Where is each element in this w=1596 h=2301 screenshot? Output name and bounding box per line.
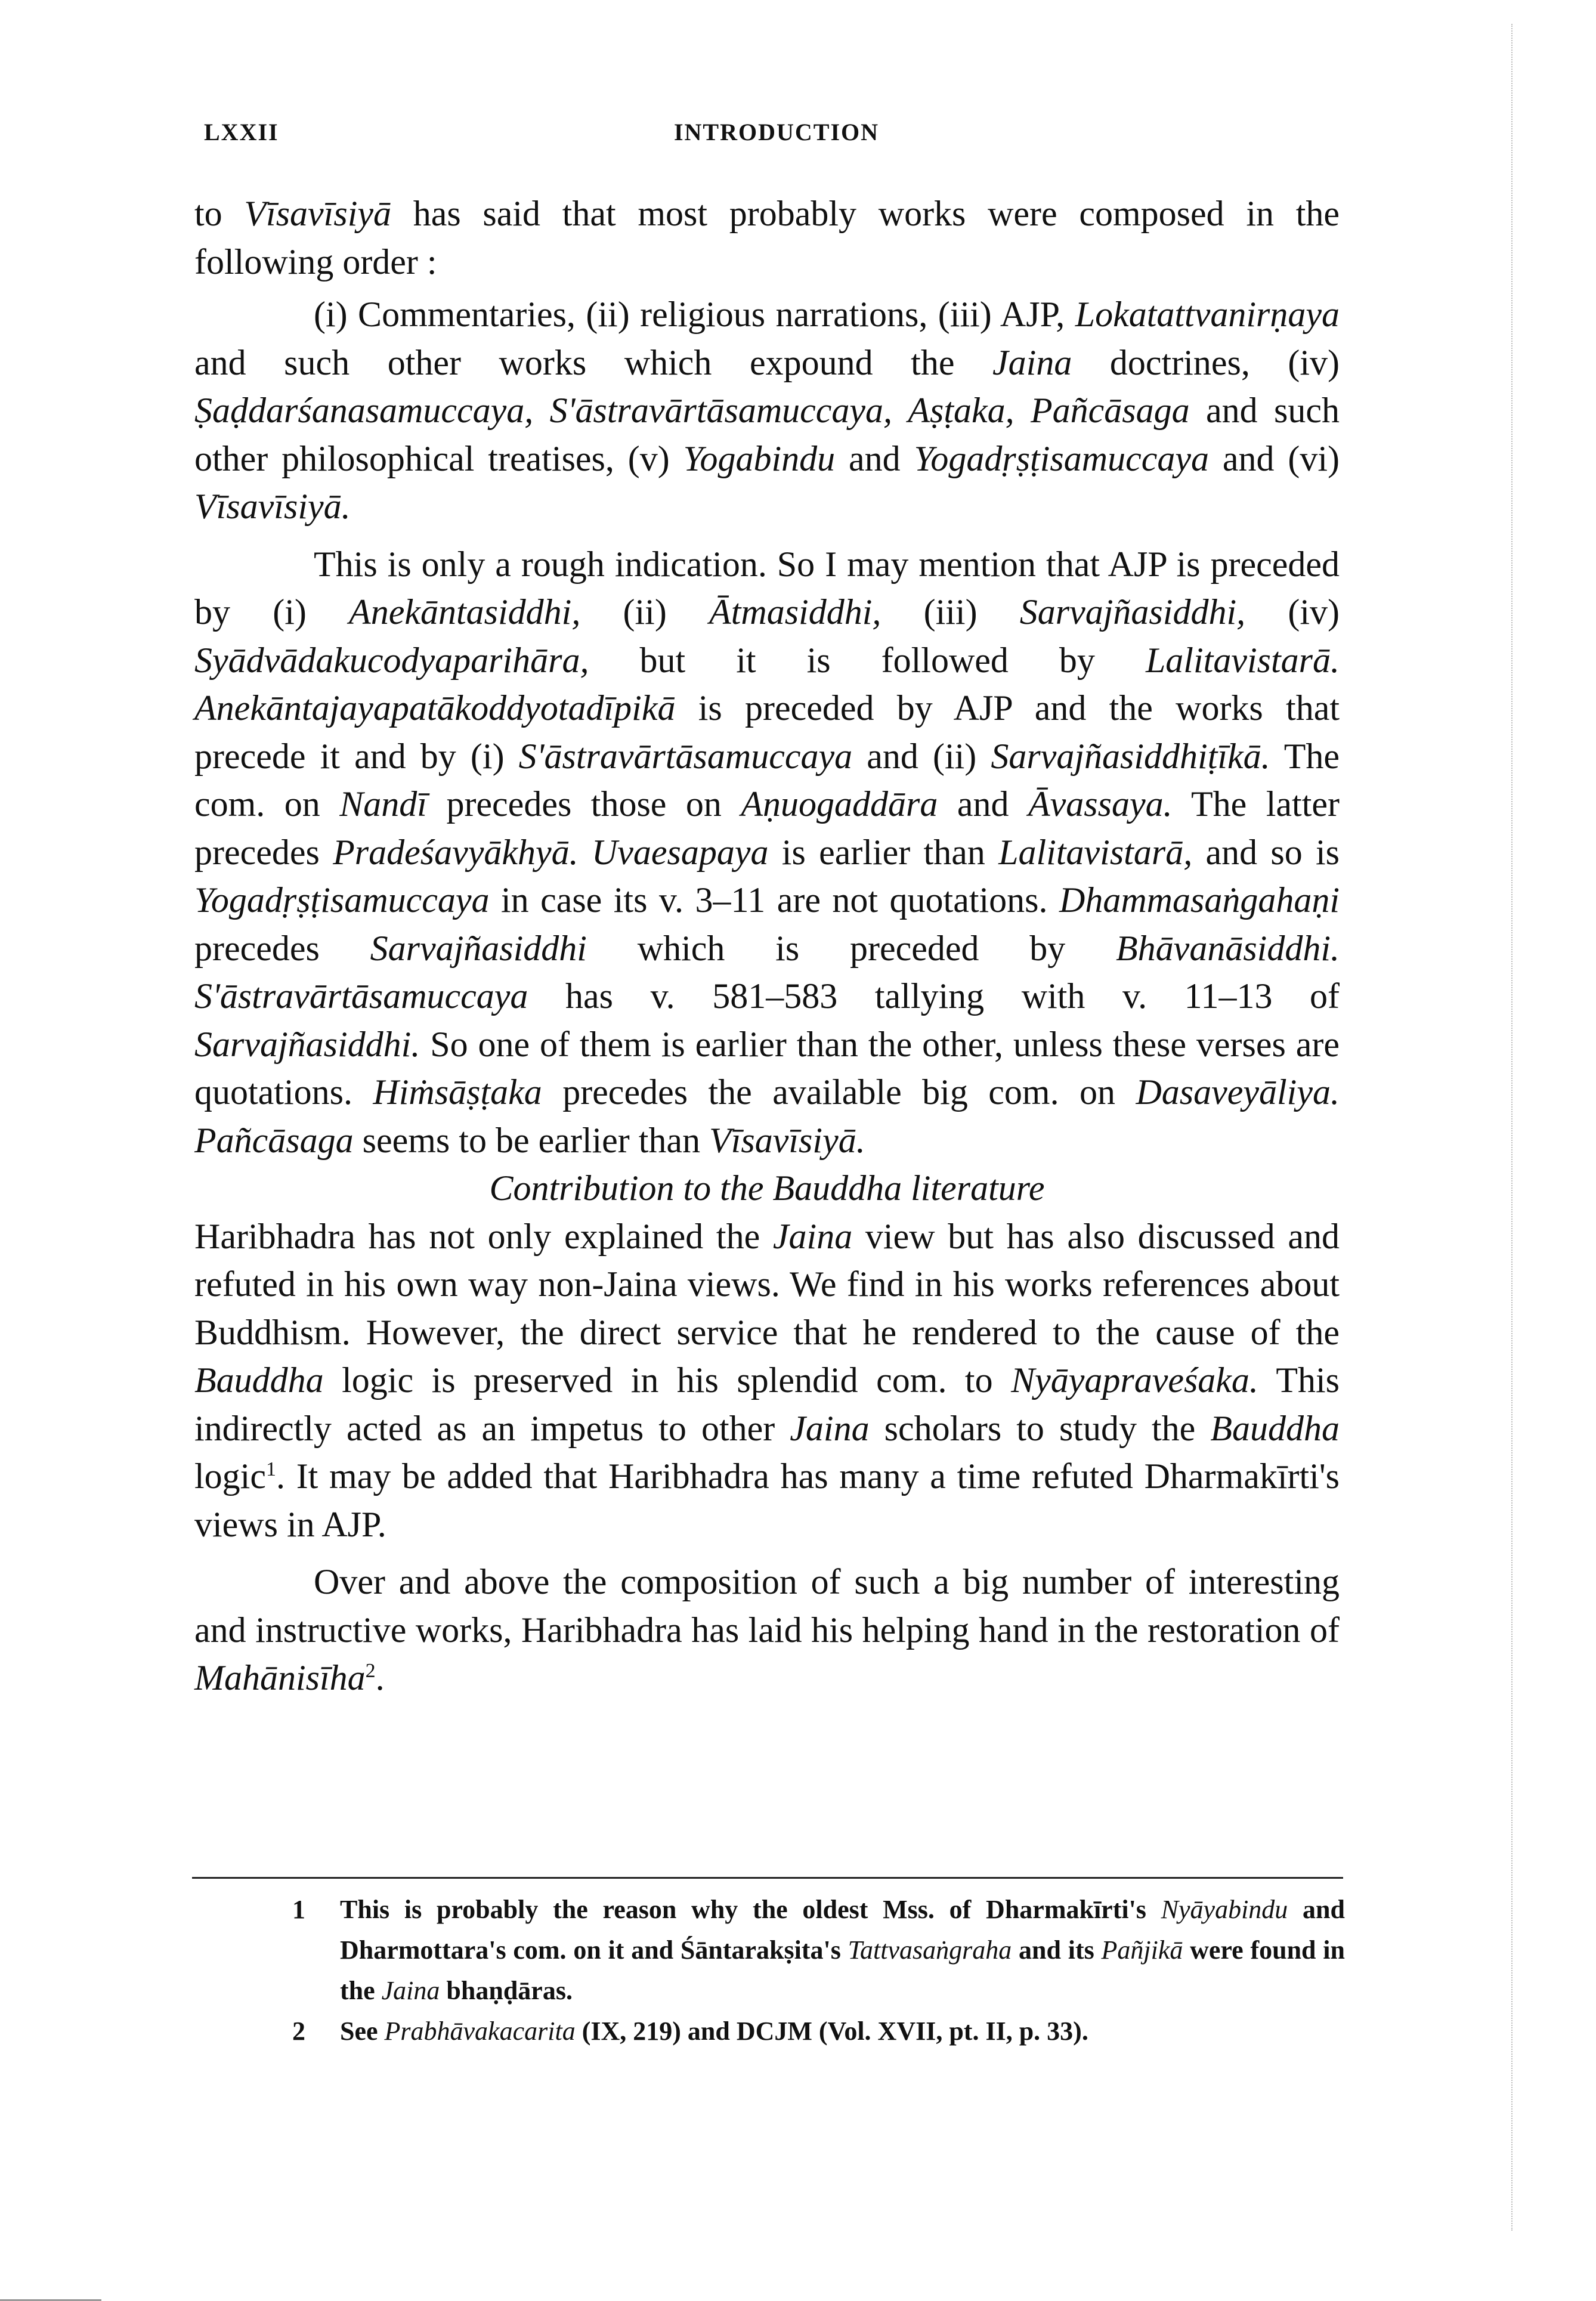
italic-term: Sarvajñasiddhi.	[194, 1024, 420, 1064]
paragraph: Haribhadra has not only explained the Jaina view but has also discussed and refuted in his own way non-Jaina views. We find in his works references about Buddhism. However, the direct service that he rendered to the cause of the Bauddha logic is preserved in his splendid com. to Nyāyapraveśaka. This indirectly acted as an impetus to other Jaina scholars to study the Bauddha logic$^1$. It may be added that Haribhadra has many a time refuted Dharmakīrti's views in AJP.	[194, 1216, 1340, 1544]
italic-term: Bhāvanāsiddhi.	[1116, 928, 1340, 968]
italic-term: Ṣaḍdarśanasamuccaya, S'āstravārtāsamuccaya, Aṣṭaka, Pañcāsaga	[194, 391, 1190, 430]
italic-term: Sarvajñasiddhi,	[1019, 592, 1246, 632]
footnote	[292, 2011, 1345, 2052]
paragraph: This is only a rough indication. So I may mention that AJP is preceded by (i) Anekāntasiddhi, (ii) Ātmasiddhi, (iii) Sarvajñasiddhi, (iv) Syādvādakucodyaparihāra, but it is followed by Lalitavistarā. Anekāntajayapatākoddyotadīpikā is preceded by AJP and the works that precede it and by (i) S'āstravārtāsamuccaya and (ii) Sarvajñasiddhiṭīkā. The com. on Nandī precedes those on Aṇuogaddāra and Āvassaya. The latter precedes Pradeśavyākhyā. Uvaesapaya is earlier than Lalitavistarā, and so is Yogadṛṣṭisamuccaya in case its v. 3–11 are not quotations. Dhammasaṅgahaṇi precedes Sarvajñasiddhi which is preceded by Bhāvanāsiddhi. S'āstravārtāsamuccaya has v. 581–583 tallying with v. 11–13 of Sarvajñasiddhi. So one of them is earlier than the other, unless these verses are quotations. Hiṁsāṣṭaka precedes the available big com. on Dasaveyāliya. Pañcāsaga seems to be earlier than Vīsavīsiyā.	[194, 544, 1340, 1160]
italic-term: Jaina	[772, 1216, 853, 1256]
italic-term: Āvassaya.	[1028, 784, 1173, 824]
footnote-number: 1	[292, 1895, 305, 1924]
italic-term: Syādvādakucodyaparihāra,	[194, 640, 589, 680]
footnote-rule	[192, 1877, 1343, 1879]
footnote-text: This is probably the reason why the oldest Mss. of Dharmakīrti's Nyāyabindu and Dharmottara's com. on it and Śāntarakṣita's Tattvasaṅgraha and its Pañjikā were found in the Jaina bhaṇḍāras.	[340, 1895, 1345, 2005]
italic-term: Tattvasaṅgraha	[848, 1935, 1012, 1965]
italic-term: Anekāntasiddhi,	[349, 592, 581, 632]
main-text	[194, 190, 1340, 1702]
italic-term: Nyāyabindu	[1161, 1895, 1288, 1924]
italic-term: Dhammasaṅgahaṇi	[1059, 880, 1340, 920]
italic-term: Vīsavīsiyā.	[709, 1120, 865, 1160]
italic-term: Uvaesapaya	[591, 832, 769, 872]
italic-term: Hiṁsāṣṭaka	[373, 1072, 542, 1112]
italic-term: Lalitavistarā.	[1145, 640, 1340, 680]
italic-term: Yogadṛṣṭisamuccaya	[194, 880, 490, 920]
footnote	[292, 1889, 1345, 2011]
footnote-marker: 2	[365, 1660, 376, 1682]
scan-edge-mark	[1505, 24, 1513, 2231]
paragraph: Over and above the composition of such a big number of interesting and instructive works, Haribhadra has laid his helping hand in the restoration of Mahānisīha$^2$.	[194, 1562, 1340, 1697]
italic-term: Pañjikā	[1101, 1935, 1183, 1965]
italic-term: Ātmasiddhi,	[709, 592, 881, 632]
italic-term: Jaina	[381, 1976, 440, 2005]
italic-term: Dasaveyāliya.	[1136, 1072, 1340, 1112]
italic-term: Pañcāsaga	[194, 1120, 354, 1160]
italic-term: Sarvajñasiddhiṭīkā.	[991, 736, 1270, 776]
italic-term: S'āstravārtāsamuccaya	[194, 976, 528, 1016]
italic-term: Yogadṛṣṭisamuccaya	[914, 438, 1209, 478]
italic-term: Prabhāvakacarita	[384, 2017, 576, 2046]
italic-term: Jaina	[790, 1408, 870, 1448]
paragraph-order-list: (i) Commentaries, (ii) religious narrations, (iii) AJP, Lokatattvanirṇaya and such other works which expound the Jaina doctrines, (iv) Ṣaḍdarśanasamuccaya, S'āstravārtāsamuccaya, Aṣṭaka, Pañcāsaga and such other philosophical treatises, (v) Yogabindu and Yogadṛṣṭisamuccaya and (vi) Vīsavīsiyā.	[194, 295, 1340, 526]
running-title: INTRODUCTION	[673, 119, 880, 146]
italic-term: Lokatattvanirṇaya	[1075, 295, 1340, 334]
section-subheading: Contribution to the Bauddha literature	[489, 1168, 1045, 1208]
footnote-marker: 1	[265, 1458, 276, 1480]
italic-term: Mahānisīha	[194, 1658, 366, 1697]
footnote-text: See Prabhāvakacarita (IX, 219) and DCJM (Vol. XVII, pt. II, p. 33).	[340, 2017, 1088, 2046]
running-head	[204, 118, 1349, 154]
italic-term: Vīsavīsiyā.	[194, 487, 351, 526]
italic-term: Bauddha	[194, 1360, 324, 1400]
italic-term: S'āstravārtāsamuccaya	[518, 736, 853, 776]
paragraph: to Vīsavīsiyā has said that most probably works were composed in the following order :	[194, 194, 1340, 282]
footnotes	[292, 1889, 1345, 2052]
italic-term: Sarvajñasiddhi	[370, 928, 587, 968]
italic-term: Nandī	[339, 784, 427, 824]
italic-term: Lalitavistarā,	[998, 832, 1193, 872]
italic-term: Jaina	[992, 342, 1072, 382]
page-number: LXXII	[204, 119, 279, 146]
italic-term: Yogabindu	[683, 438, 836, 478]
italic-term: Vīsavīsiyā	[244, 194, 391, 233]
italic-term: Anekāntajayapatākoddyotadīpikā	[194, 688, 676, 728]
italic-term: Nyāyapraveśaka.	[1011, 1360, 1258, 1400]
footnote-number: 2	[292, 2017, 305, 2046]
italic-term: Pradeśavyākhyā.	[333, 832, 579, 872]
italic-term: Bauddha	[1210, 1408, 1340, 1448]
italic-term: Aṇuogaddāra	[741, 784, 938, 824]
